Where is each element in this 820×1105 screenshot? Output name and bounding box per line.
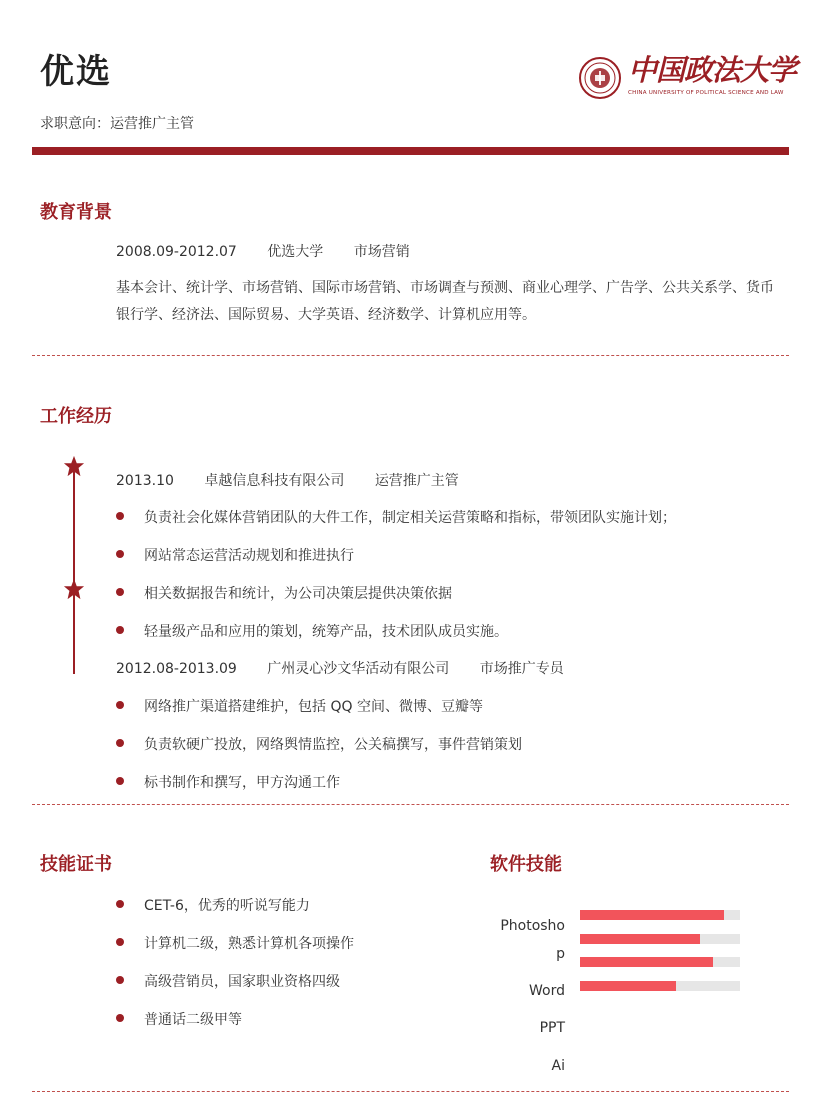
certificate-text: 普通话二级甲等 — [144, 1012, 242, 1028]
resume-name: 优选 — [40, 52, 112, 92]
star-icon — [63, 578, 85, 600]
duty-text: 相关数据报告和统计，为公司决策层提供决策依据 — [144, 586, 452, 602]
skill-bar — [580, 981, 740, 991]
job-intent-value: 运营推广主管 — [110, 116, 194, 132]
bullet-icon — [116, 976, 124, 984]
section-divider — [32, 1091, 789, 1092]
bullet-icon — [116, 1014, 124, 1022]
skill-bar-fill — [580, 910, 724, 920]
section-divider — [32, 804, 789, 805]
bullet-icon — [116, 588, 124, 596]
logo-subtitle: CHINA UNIVERSITY OF POLITICAL SCIENCE AND LAW — [628, 90, 784, 96]
logo-title: 中国政法大学 — [628, 53, 797, 87]
bullet-icon — [116, 550, 124, 558]
job-intent — [40, 113, 194, 133]
job-position: 市场推广专员 — [479, 661, 564, 677]
skill-bar — [580, 957, 740, 967]
job-header — [116, 470, 485, 490]
job-company: 卓越信息科技有限公司 — [204, 473, 345, 489]
bullet-icon — [116, 512, 124, 520]
star-icon — [63, 455, 85, 477]
list-item — [116, 1009, 242, 1029]
skill-label: p — [556, 946, 565, 962]
skill-bar — [580, 934, 740, 944]
skill-bar-fill — [580, 957, 713, 967]
bullet-icon — [116, 739, 124, 747]
timeline-line — [73, 466, 75, 674]
certificate-text: 计算机二级，熟悉计算机各项操作 — [144, 936, 354, 952]
duty-text: 网站常态运营活动规划和推进执行 — [144, 548, 354, 564]
job-position: 运营推广主管 — [374, 473, 459, 489]
list-item — [116, 772, 340, 792]
certificate-text: CET-6，优秀的听说写能力 — [144, 898, 310, 914]
skill-label: Ai — [551, 1058, 565, 1074]
job-period: 2012.08-2013.09 — [116, 661, 237, 677]
skill-bar-fill — [580, 981, 676, 991]
list-item — [116, 696, 483, 716]
education-title: 教育背景 — [40, 202, 112, 223]
work-title: 工作经历 — [40, 406, 112, 427]
education-school: 优选大学 — [267, 244, 324, 260]
university-seal-icon — [578, 56, 622, 100]
list-item — [116, 734, 522, 754]
education-courses: 基本会计、统计学、市场营销、国际市场营销、市场调查与预测、商业心理学、广告学、公共关系学、货币银行学、经济法、国际贸易、大学英语、经济数学、计算机应用等。 — [116, 280, 774, 323]
skill-label: Word — [529, 983, 565, 999]
duty-text: 轻量级产品和应用的策划，统筹产品，技术团队成员实施。 — [144, 624, 508, 640]
university-logo — [578, 52, 797, 102]
skill-label: Photosho — [500, 918, 565, 934]
list-item — [116, 933, 354, 953]
job-header — [116, 658, 590, 678]
list-item — [116, 971, 340, 991]
list-item — [116, 583, 452, 603]
job-intent-label: 求职意向： — [40, 116, 110, 132]
education-period: 2008.09-2012.07 — [116, 244, 237, 260]
list-item — [116, 507, 676, 527]
job-period: 2013.10 — [116, 473, 174, 489]
skill-bar — [580, 910, 740, 920]
duty-text: 标书制作和撰写，甲方沟通工作 — [144, 775, 340, 791]
bullet-icon — [116, 900, 124, 908]
software-title: 软件技能 — [490, 854, 562, 875]
list-item — [116, 895, 310, 915]
bullet-icon — [116, 938, 124, 946]
duty-text: 负责软硬广投放，网络舆情监控，公关稿撰写，事件营销策划 — [144, 737, 522, 753]
certificates-title: 技能证书 — [40, 854, 112, 875]
bullet-icon — [116, 777, 124, 785]
header-bar — [32, 147, 789, 155]
bullet-icon — [116, 701, 124, 709]
list-item — [116, 545, 354, 565]
skill-label: PPT — [539, 1020, 565, 1036]
list-item — [116, 621, 508, 641]
duty-text: 网络推广渠道搭建维护，包括 QQ 空间、微博、豆瓣等 — [144, 699, 483, 715]
job-company: 广州灵心沙文华活动有限公司 — [267, 661, 450, 677]
duty-text: 负责社会化媒体营销团队的大件工作，制定相关运营策略和指标，带领团队实施计划； — [144, 510, 676, 526]
skill-bar-fill — [580, 934, 700, 944]
education-major: 市场营销 — [353, 244, 410, 260]
bullet-icon — [116, 626, 124, 634]
section-divider — [32, 355, 789, 356]
certificate-text: 高级营销员，国家职业资格四级 — [144, 974, 340, 990]
education-row — [116, 241, 436, 261]
